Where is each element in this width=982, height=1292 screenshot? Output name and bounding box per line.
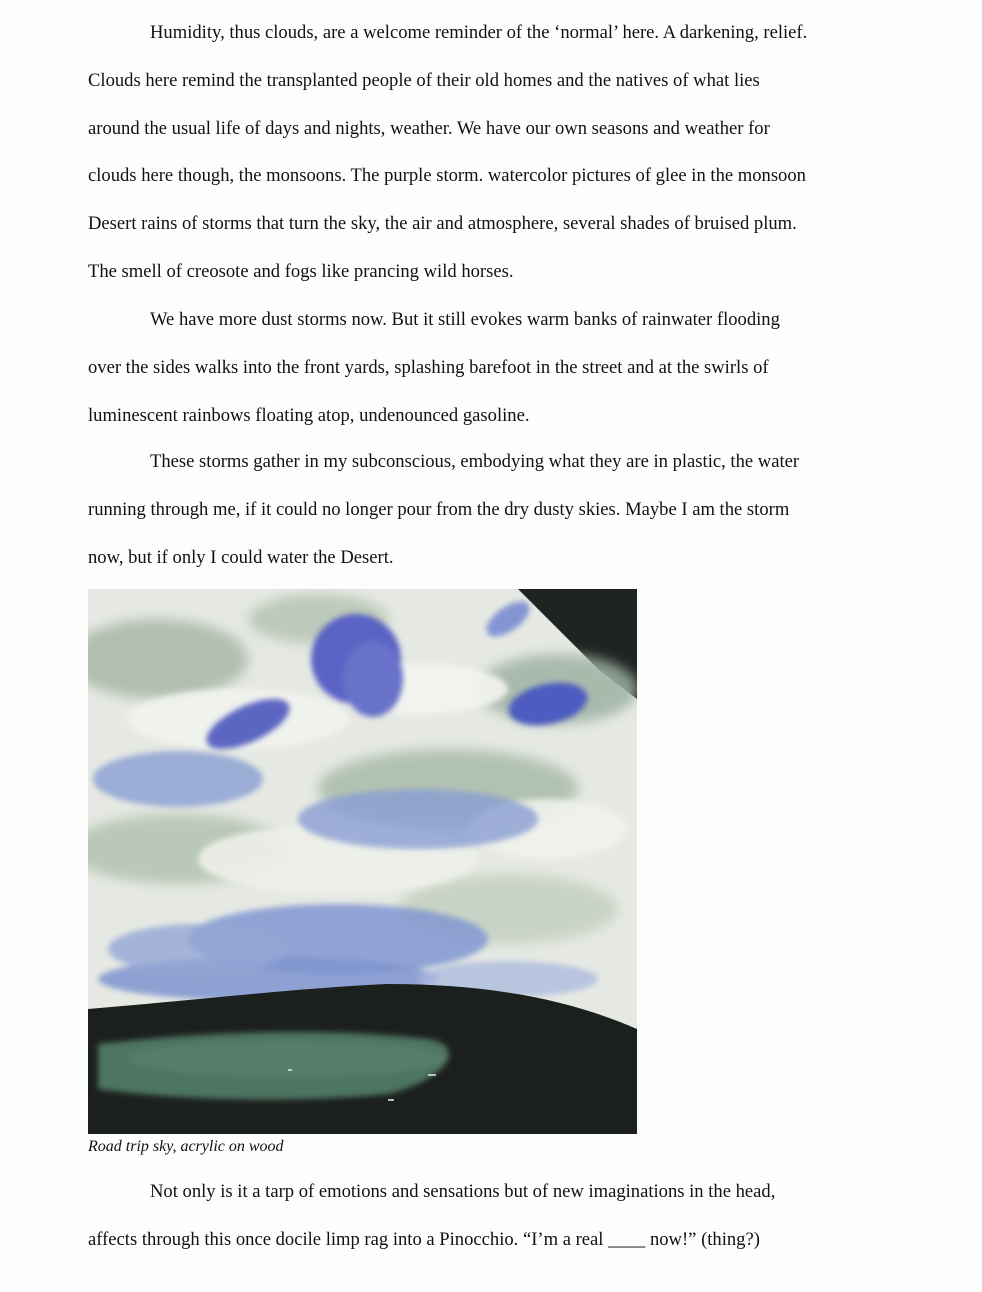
text-line: luminescent rainbows floating atop, undenounced gasoline. — [88, 405, 530, 426]
text-line: clouds here though, the monsoons. The purple storm. watercolor pictures of glee in the monsoon — [88, 165, 806, 186]
text-line: Clouds here remind the transplanted people of their old homes and the natives of what lies — [88, 70, 760, 91]
text-line: Not only is it a tarp of emotions and sensations but of new imaginations in the head, — [150, 1181, 776, 1202]
text-line: We have more dust storms now. But it still evokes warm banks of rainwater flooding — [150, 309, 780, 330]
text-line: over the sides walks into the front yards, splashing barefoot in the street and at the swirls of — [88, 357, 769, 378]
figure-caption: Road trip sky, acrylic on wood — [88, 1138, 284, 1155]
text-line: now, but if only I could water the Desert. — [88, 547, 394, 568]
text-line: around the usual life of days and nights, weather. We have our own seasons and weather for — [88, 118, 770, 139]
text-line: affects through this once docile limp rag into a Pinocchio. “I’m a real ____ now!” (thing?) — [88, 1229, 760, 1250]
text-line: running through me, if it could no longer pour from the dry dusty skies. Maybe I am the storm — [88, 499, 790, 520]
painting-image — [88, 589, 637, 1134]
text-line: The smell of creosote and fogs like prancing wild horses. — [88, 261, 514, 282]
text-line: Desert rains of storms that turn the sky, the air and atmosphere, several shades of bruised plum. — [88, 213, 797, 234]
text-line: Humidity, thus clouds, are a welcome reminder of the ‘normal’ here. A darkening, relief. — [150, 22, 808, 43]
text-line: These storms gather in my subconscious, embodying what they are in plastic, the water — [150, 451, 800, 472]
